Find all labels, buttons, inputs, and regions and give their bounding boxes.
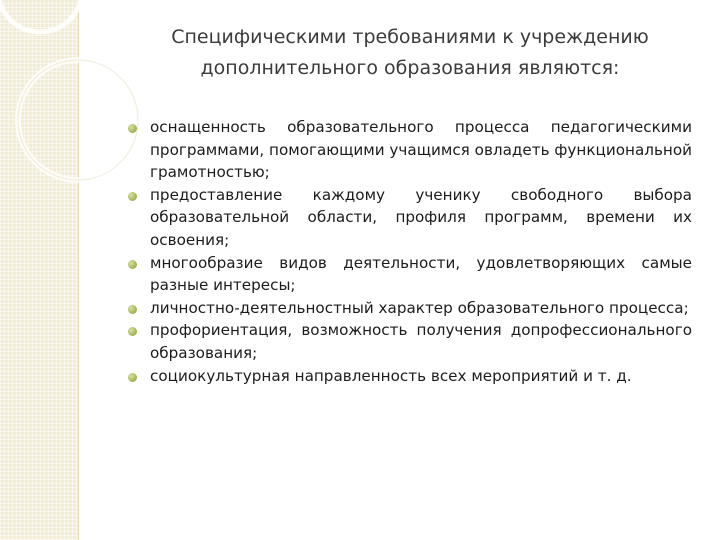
list-item-text: предоставление каждому ученику свободного выбора образовательной области, профиля программ, времени их освоения; bbox=[150, 185, 692, 249]
green-dot-icon bbox=[128, 124, 137, 133]
list-item bbox=[128, 365, 692, 388]
list-item-text: профориентация, возможность получения допрофессионального образования; bbox=[150, 321, 692, 362]
bullet-list bbox=[128, 116, 692, 387]
list-item bbox=[128, 297, 692, 320]
green-dot-icon bbox=[128, 192, 137, 201]
list-item bbox=[128, 252, 692, 297]
list-item-text: личностно-деятельностный характер образовательного процесса; bbox=[150, 298, 689, 317]
list-item bbox=[128, 184, 692, 252]
green-dot-icon bbox=[128, 327, 137, 336]
list-item-text: социокультурная направленность всех мероприятий и т. д. bbox=[150, 366, 632, 385]
side-band-decoration bbox=[0, 0, 79, 540]
green-dot-icon bbox=[128, 260, 137, 269]
slide-title: Специфическими требованиями к учреждению дополнительного образования являются: bbox=[171, 26, 649, 79]
green-dot-icon bbox=[128, 305, 137, 314]
green-dot-icon bbox=[128, 373, 137, 382]
list-item bbox=[128, 116, 692, 184]
list-item-text: многообразие видов деятельности, удовлетворяющих самые разные интересы; bbox=[150, 253, 692, 295]
list-item bbox=[128, 319, 692, 364]
list-item-text: оснащенность образовательного процесса педагогическими программами, помогающими учащимся овладеть функциональной грамотностью; bbox=[150, 118, 692, 182]
